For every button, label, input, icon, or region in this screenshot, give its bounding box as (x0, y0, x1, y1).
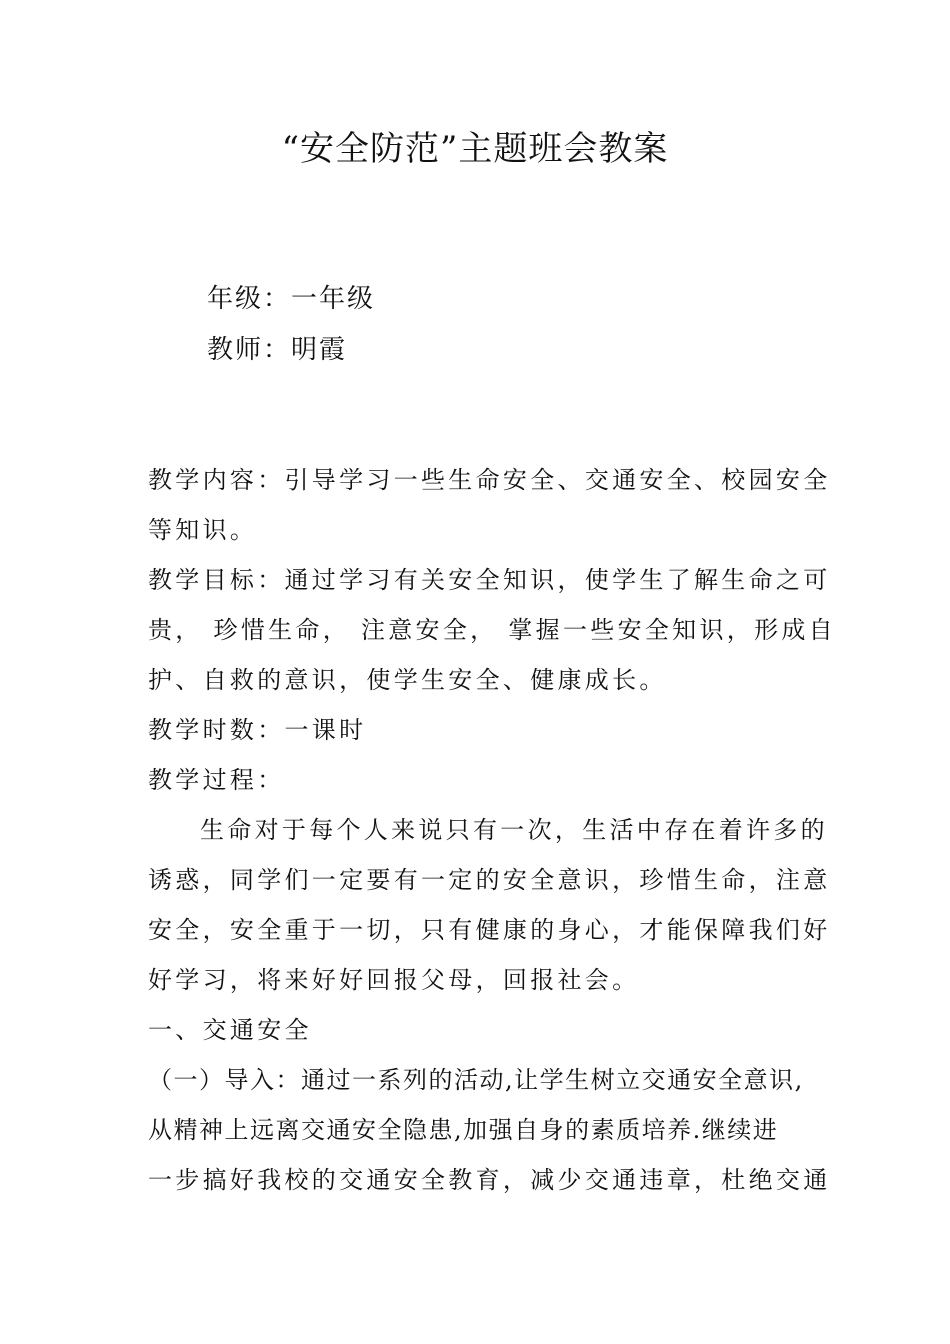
document-title: “安全防范”主题班会教案 (281, 129, 669, 169)
body-line: 教学时数：一课时 (148, 716, 367, 744)
body-line: 安全，安全重于一切，只有健康的身心，才能保障我们好 (148, 916, 831, 944)
section-heading: 一、交通安全 (148, 1016, 312, 1044)
body-line: 教学目标：通过学习有关安全知识，使学生了解生命之可 (148, 566, 831, 594)
document-body (148, 455, 836, 1205)
teacher-line: 教师：明霞 (207, 335, 348, 365)
body-line: （一）导入：通过一系列的活动,让学生树立交通安全意识, (148, 1066, 804, 1094)
body-line: 教学内容：引导学习一些生命安全、交通安全、校园安全 (148, 466, 831, 494)
grade-line: 年级：一年级 (207, 284, 376, 314)
body-line: 一步搞好我校的交通安全教育，减少交通违章，杜绝交通 (148, 1166, 831, 1194)
body-line: 生命对于每个人来说只有一次，生活中存在着许多的 (200, 816, 828, 844)
body-line: 好学习，将来好好回报父母，回报社会。 (148, 966, 640, 994)
body-line: 等知识。 (148, 516, 258, 544)
body-line: 诱惑，同学们一定要有一定的安全意识，珍惜生命，注意 (148, 866, 831, 894)
body-line: 护、自救的意识，使学生安全、健康成长。 (148, 666, 667, 694)
body-line: 教学过程： (148, 766, 285, 794)
body-line: 贵， 珍惜生命， 注意安全， 掌握一些安全知识，形成自 (148, 616, 836, 644)
body-line: 从精神上远离交通安全隐患,加强自身的素质培养.继续进 (148, 1116, 779, 1144)
